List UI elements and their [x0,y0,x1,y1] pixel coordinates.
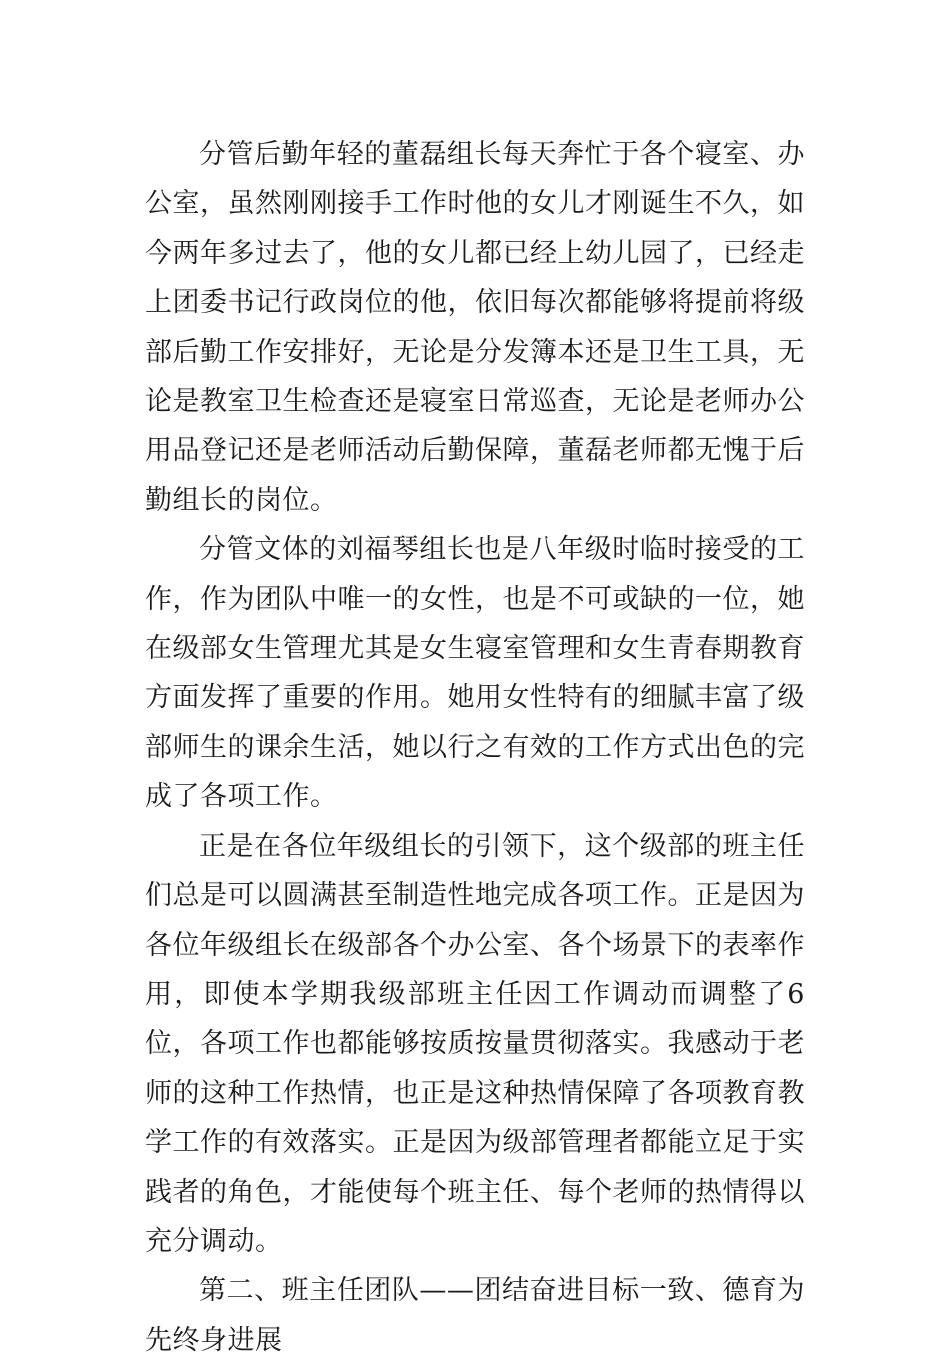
document-body [145,130,805,1365]
paragraph-culture-sports: 分管文体的刘福琴组长也是八年级时临时接受的工作，作为团队中唯一的女性，也是不可或缺的一位，她在级部女生管理尤其是女生寝室管理和女生青春期教育方面发挥了重要的作用。她用女性特有的细腻丰富了级部师生的课余生活，她以行之有效的工作方式出色的完成了各项工作。 [145,534,805,813]
paragraph-leadership: 正是在各位年级组长的引领下，这个级部的班主任们总是可以圆满甚至制造性地完成各项工作。正是因为各位年级组长在级部各个办公室、各个场景下的表率作用，即使本学期我级部班主任因工作调动而调整了6位，各项工作也都能够按质按量贯彻落实。我感动于老师的这种工作热情，也正是这种热情保障了各项教育教学工作的有效落实。正是因为级部管理者都能立足于实践者的角色，才能使每个班主任、每个老师的热情得以充分调动。 [145,830,805,1257]
paragraph-logistics: 分管后勤年轻的董磊组长每天奔忙于各个寝室、办公室，虽然刚刚接手工作时他的女儿才刚诞生不久，如今两年多过去了，他的女儿都已经上幼儿园了，已经走上团委书记行政岗位的他，依旧每次都能够将提前将级部后勤工作安排好，无论是分发簿本还是卫生工具，无论是教室卫生检查还是寝室日常巡查，无论是老师办公用品登记还是老师活动后勤保障，董磊老师都无愧于后勤组长的岗位。 [145,139,805,516]
section-heading-homeroom-team: 第二、班主任团队——团结奋进目标一致、德育为先终身进展 [145,1275,805,1356]
